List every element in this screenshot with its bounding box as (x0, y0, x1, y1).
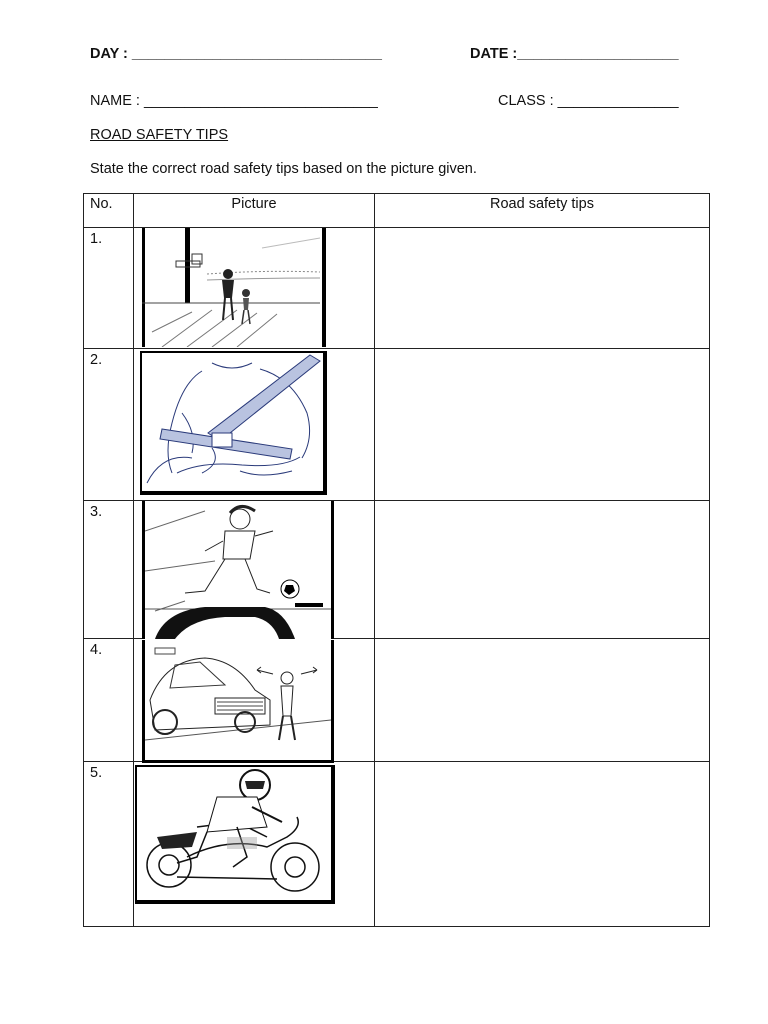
day-line[interactable]: _______________________________ (131, 46, 382, 62)
pedestrian-crossing-picture (142, 228, 326, 347)
table-row (84, 349, 710, 501)
tip-answer-cell[interactable] (375, 349, 710, 501)
date-field (470, 46, 679, 62)
name-line[interactable]: _____________________________ (143, 93, 378, 109)
worksheet-heading: ROAD SAFETY TIPS (90, 127, 229, 143)
row-number: 1. (84, 228, 134, 349)
name-label: NAME : (90, 93, 140, 109)
tip-answer-cell[interactable] (375, 639, 710, 762)
header-no: No. (84, 194, 134, 228)
row-number: 2. (84, 349, 134, 501)
child-chasing-ball-picture (142, 501, 334, 639)
picture-cell (134, 501, 375, 639)
class-field (498, 93, 679, 109)
motorcyclist-helmet-picture (135, 765, 335, 904)
picture-cell (134, 762, 375, 927)
row-number: 5. (84, 762, 134, 927)
class-label: CLASS : (498, 93, 554, 109)
date-line[interactable]: ____________________ (517, 46, 679, 62)
day-field (90, 46, 382, 62)
table-row (84, 501, 710, 639)
table-row (84, 762, 710, 927)
class-line[interactable]: _______________ (557, 93, 679, 109)
row-number: 4. (84, 639, 134, 762)
picture-cell (134, 639, 375, 762)
header-tips: Road safety tips (375, 194, 710, 228)
name-field (90, 93, 378, 109)
table-row (84, 639, 710, 762)
safety-tips-table (83, 193, 710, 927)
picture-cell (134, 228, 375, 349)
header-picture: Picture (134, 194, 375, 228)
look-left-right-picture (142, 640, 334, 763)
instruction-text: State the correct road safety tips based on the picture given. (90, 161, 477, 177)
table-row (84, 228, 710, 349)
tip-answer-cell[interactable] (375, 762, 710, 927)
table-header-row (84, 194, 710, 228)
day-label: DAY : (90, 46, 128, 62)
date-label: DATE : (470, 46, 518, 62)
seat-belt-picture (140, 351, 327, 495)
row-number: 3. (84, 501, 134, 639)
tip-answer-cell[interactable] (375, 501, 710, 639)
picture-cell (134, 349, 375, 501)
tip-answer-cell[interactable] (375, 228, 710, 349)
